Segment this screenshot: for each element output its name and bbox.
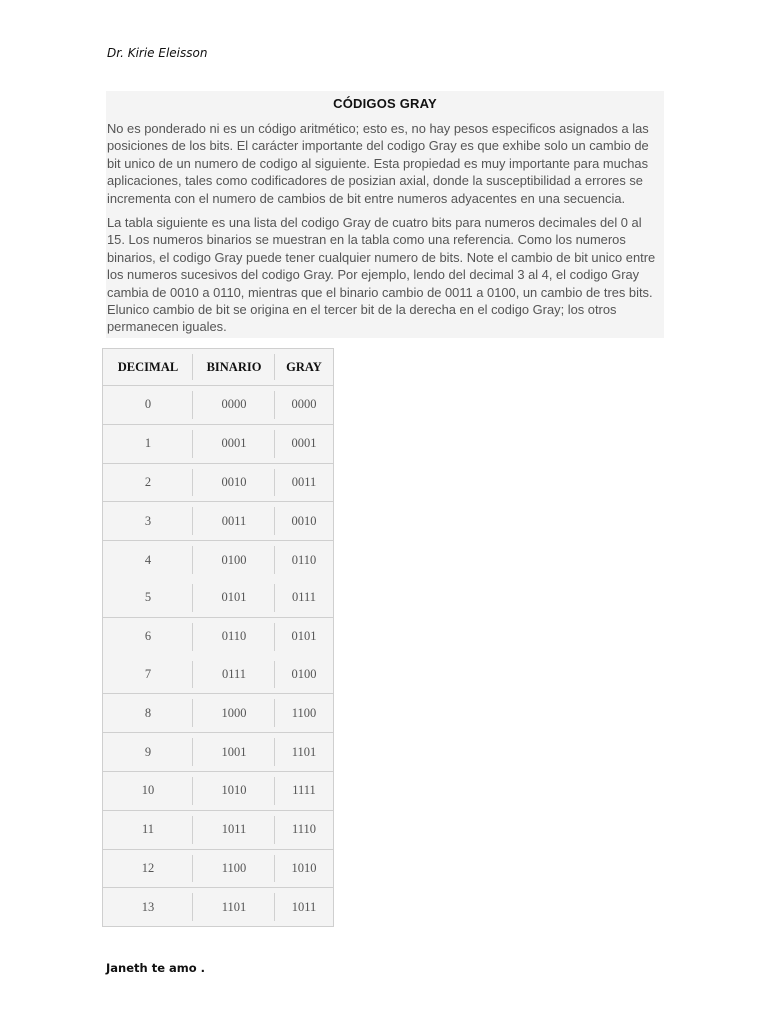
decimal-cell: 3 [103,502,194,541]
gray-cell: 0001 [291,436,317,451]
section-title: CÓDIGOS GRAY [333,96,437,111]
footer-note: Janeth te amo . [106,961,206,975]
gray-cell: 0010 [291,513,317,528]
decimal-cell: 2 [103,463,194,502]
binario-cell: 1100 [193,849,275,888]
decimal-cell: 0 [103,386,194,425]
table-row [103,888,334,927]
binario-cell: 0011 [193,502,275,541]
header-binario: BINARIO [193,349,275,386]
decimal-cell: 1 [103,424,194,463]
table-row [103,733,334,772]
decimal-cell: 8 [103,694,194,733]
table-row [103,579,334,617]
table-row [103,810,334,849]
gray-cell: 0111 [291,590,317,605]
gray-cell: 0000 [291,397,317,412]
table-row [103,541,334,579]
table-row [103,463,334,502]
decimal-cell: 9 [103,733,194,772]
decimal-cell: 4 [103,541,194,579]
binario-cell: 1101 [193,888,275,927]
table-row [103,771,334,810]
table-row [103,849,334,888]
gray-cell: 0101 [291,629,317,644]
gray-cell: 1010 [291,860,317,875]
decimal-cell: 6 [103,617,194,655]
binario-cell: 1000 [193,694,275,733]
gray-cell: 1101 [291,744,317,759]
binario-cell: 0111 [193,656,275,694]
table-row [103,656,334,694]
decimal-cell: 7 [103,656,194,694]
table-row [103,424,334,463]
gray-code-intro-box [106,91,664,338]
gray-cell: 1011 [291,899,317,914]
gray-cell: 1110 [291,822,317,837]
table-row [103,502,334,541]
gray-cell: 1100 [291,705,317,720]
decimal-cell: 5 [103,579,194,617]
header-decimal: DECIMAL [103,349,194,386]
table-row [103,694,334,733]
decimal-cell: 10 [103,771,194,810]
table-row [103,386,334,425]
binario-cell: 1011 [193,810,275,849]
binario-cell: 0010 [193,463,275,502]
table-row [103,617,334,655]
binario-cell: 0100 [193,541,275,579]
binario-cell: 0001 [193,424,275,463]
gray-code-table [102,348,334,927]
decimal-cell: 12 [103,849,194,888]
binario-cell: 1001 [193,733,275,772]
binario-cell: 1010 [193,771,275,810]
binario-cell: 0110 [193,617,275,655]
gray-cell: 0100 [291,666,317,681]
table-header-row [103,349,334,386]
binario-cell: 0000 [193,386,275,425]
decimal-cell: 11 [103,810,194,849]
gray-cell: 0110 [291,552,317,567]
decimal-cell: 13 [103,888,194,927]
header-gray: GRAY [286,359,322,374]
intro-paragraph-2: La tabla siguiente es una lista del codigo Gray de cuatro bits para numeros decimales del 0 al 15. Los numeros binarios se muestran en la tabla como una referencia. Como los numeros binarios, el codigo Gray puede tener cualquier numero de bits. Note el cambio de bit unico entre los numeros sucesivos del codigo Gray. Por ejemplo, lendo del decimal 3 al 4, el codigo Gray cambia de 0010 a 0110, mientras que el binario cambio de 0011 a 0100, un cambio de tres bits. Elunico cambio de bit se origina en el tercer bit de la derecha en el codigo Gray; los otros permanecen iguales. [107,215,656,335]
gray-cell: 1111 [292,783,316,798]
intro-paragraph-1: No es ponderado ni es un código aritmético; esto es, no hay pesos especificos asignados a las posiciones de los bits. El carácter importante del codigo Gray es que exhibe solo un cambio de bit unico de un numero de codigo al siguiente. Esta propiedad es muy importante para muchas aplicaciones, tales como codificadores de posizian axial, donde la susceptibilidad a errores se incrementa con el numero de cambios de bit entre numeros adyacentes en una secuencia. [107,121,649,206]
binario-cell: 0101 [193,579,275,617]
gray-cell: 0011 [291,474,317,489]
author-name: Dr. Kirie Eleisson [107,46,208,60]
